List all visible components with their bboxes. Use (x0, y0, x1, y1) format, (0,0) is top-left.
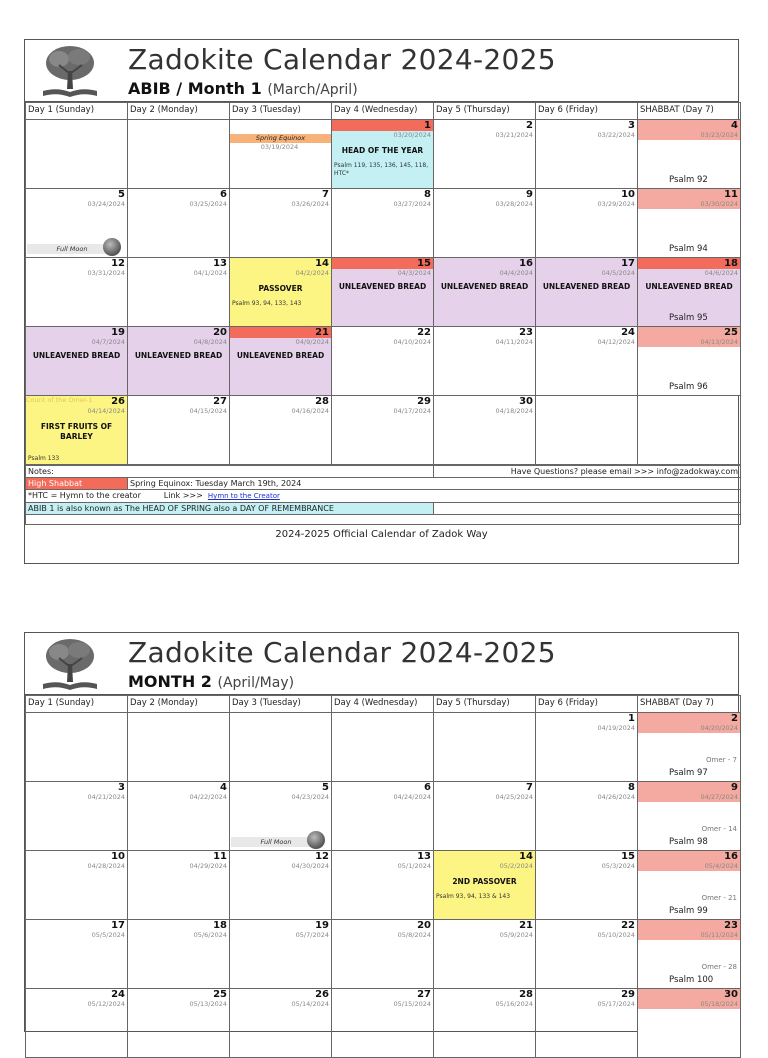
weekday-label: Day 3 (Tuesday) (230, 696, 332, 713)
day-cell (434, 396, 536, 465)
gregorian-date: 04/24/2024 (393, 793, 431, 801)
gregorian-date: 04/23/2024 (291, 793, 329, 801)
weekday-header-row (26, 103, 741, 120)
day-cell (128, 396, 230, 465)
day-cell (434, 258, 536, 327)
day-number: 8 (424, 189, 431, 200)
day-cell (230, 851, 332, 920)
day-cell (230, 327, 332, 396)
weekday-label: Day 6 (Friday) (536, 696, 638, 713)
gregorian-date: 04/10/2024 (393, 338, 431, 346)
day-number (230, 713, 331, 724)
week-row (26, 120, 741, 189)
day-cell (332, 258, 434, 327)
gregorian-date: 04/27/2024 (638, 793, 740, 802)
day-number (332, 713, 433, 724)
day-number (434, 713, 535, 724)
empty-day-cell (332, 713, 434, 782)
gregorian-date: 03/24/2024 (87, 200, 125, 208)
day-number: 25 (213, 989, 227, 1000)
day-cell (128, 327, 230, 396)
calendar-header (25, 633, 738, 695)
notes-label: Notes: (26, 466, 434, 478)
day-cell (536, 189, 638, 258)
empty-day-cell (128, 120, 230, 189)
event-label: UNLEAVENED BREAD (440, 282, 529, 291)
day-cell (434, 189, 536, 258)
full-moon-marker (231, 835, 331, 847)
day-cell (434, 120, 536, 189)
day-number: 12 (315, 851, 329, 862)
week-row (26, 189, 741, 258)
empty-day-cell (638, 396, 741, 465)
gregorian-date: 04/1/2024 (193, 269, 227, 277)
full-moon-label: Full Moon (231, 837, 321, 847)
gregorian-date: 05/16/2024 (495, 1000, 533, 1008)
day-number: 10 (111, 851, 125, 862)
week-row (26, 782, 741, 851)
day-cell (26, 989, 128, 1058)
day-cell (332, 327, 434, 396)
gregorian-date (332, 724, 433, 733)
day-cell (332, 920, 434, 989)
day-cell (638, 258, 741, 327)
gregorian-date: 03/19/2024 (260, 143, 299, 151)
day-number (230, 120, 331, 131)
psalm-reading: Psalm 93, 94, 133 & 143 (436, 893, 511, 900)
day-cell (26, 782, 128, 851)
day-cell (332, 851, 434, 920)
day-cell (128, 989, 230, 1058)
week-row (26, 851, 741, 920)
weekday-label: Day 4 (Wednesday) (332, 696, 434, 713)
calendar-header (25, 40, 738, 102)
calendar-grid (25, 695, 741, 1058)
day-number: 13 (213, 258, 227, 269)
gregorian-date: 04/2/2024 (295, 269, 329, 277)
day-number: 18 (638, 258, 740, 269)
day-cell (434, 327, 536, 396)
day-number (638, 396, 740, 407)
day-cell (230, 989, 332, 1058)
gregorian-date: 04/15/2024 (189, 407, 227, 415)
gregorian-date: 04/25/2024 (495, 793, 533, 801)
day-number: 24 (621, 327, 635, 338)
week-row (26, 989, 741, 1058)
day-number: 17 (621, 258, 635, 269)
empty-day-cell (26, 713, 128, 782)
gregorian-date: 05/18/2024 (638, 1000, 740, 1009)
day-number: 9 (526, 189, 533, 200)
weekday-label: Day 5 (Thursday) (434, 696, 536, 713)
gregorian-date: 04/7/2024 (91, 338, 125, 346)
day-cell (26, 920, 128, 989)
gregorian-date: 05/5/2024 (91, 931, 125, 939)
gregorian-date: 04/8/2024 (193, 338, 227, 346)
day-number: 16 (638, 851, 740, 862)
gregorian-date: 04/20/2024 (638, 724, 740, 733)
day-number: 14 (315, 258, 329, 269)
event-label: PASSOVER (258, 284, 303, 293)
empty-day-cell (128, 713, 230, 782)
day-cell (230, 782, 332, 851)
weekday-header-row (26, 696, 741, 713)
event-label: UNLEAVENED BREAD (134, 351, 223, 360)
day-number (26, 120, 127, 131)
shabbat-psalm: Psalm 92 (669, 175, 708, 185)
full-moon-marker (27, 242, 127, 254)
gregorian-date: 04/5/2024 (601, 269, 635, 277)
event-label: UNLEAVENED BREAD (542, 282, 631, 291)
day-cell (536, 258, 638, 327)
day-cell (638, 920, 741, 989)
day-cell (536, 782, 638, 851)
day-number: 29 (417, 396, 431, 407)
gregorian-date: 04/12/2024 (597, 338, 635, 346)
gregorian-date: 05/8/2024 (397, 931, 431, 939)
day-number: 28 (519, 989, 533, 1000)
day-number: 7 (526, 782, 533, 793)
day-cell (26, 258, 128, 327)
weekday-label: Day 1 (Sunday) (26, 696, 128, 713)
day-cell (536, 989, 638, 1058)
day-cell (638, 327, 741, 396)
gregorian-date: 05/7/2024 (295, 931, 329, 939)
gregorian-date: 05/15/2024 (393, 1000, 431, 1008)
weekday-label: Day 2 (Monday) (128, 103, 230, 120)
day-number: 27 (417, 989, 431, 1000)
shabbat-psalm: Psalm 96 (669, 382, 708, 392)
gregorian-date: 03/21/2024 (495, 131, 533, 139)
gregorian-date (536, 407, 637, 416)
day-cell (128, 920, 230, 989)
day-number: 11 (638, 189, 740, 200)
day-number: 20 (417, 920, 431, 931)
weekday-label: SHABBAT (Day 7) (638, 103, 741, 120)
week-row (26, 920, 741, 989)
day-number: 26 (111, 396, 125, 407)
day-number: 16 (519, 258, 533, 269)
day-number: 30 (519, 396, 533, 407)
gregorian-date: 05/4/2024 (638, 862, 740, 871)
day-number: 4 (220, 782, 227, 793)
day-number: 26 (315, 989, 329, 1000)
day-number: 18 (213, 920, 227, 931)
day-cell (128, 258, 230, 327)
day-cell (128, 782, 230, 851)
day-cell (26, 189, 128, 258)
gregorian-date: 04/17/2024 (393, 407, 431, 415)
calendar-footer: 2024-2025 Official Calendar of Zadok Way (275, 529, 488, 540)
day-number: 3 (118, 782, 125, 793)
gregorian-date: 03/31/2024 (87, 269, 125, 277)
calendar-title: Zadokite Calendar 2024-2025 (128, 636, 556, 669)
gregorian-date: 03/28/2024 (495, 200, 533, 208)
calendar-title: Zadokite Calendar 2024-2025 (128, 43, 556, 76)
day-number: 9 (638, 782, 740, 793)
day-cell (638, 851, 741, 920)
day-number: 28 (315, 396, 329, 407)
htc-note: *HTC = Hymn to the creator Link >>> Hymn to the Creator (26, 490, 741, 503)
full-moon-label: Full Moon (27, 244, 117, 254)
gregorian-date: 04/29/2024 (189, 862, 227, 870)
event-label: HEAD OF THE YEAR (341, 146, 424, 155)
gregorian-date: 05/17/2024 (597, 1000, 635, 1008)
day-number: 13 (417, 851, 431, 862)
shabbat-psalm: Psalm 99 (669, 906, 708, 916)
day-number: 3 (628, 120, 635, 131)
gregorian-date: 05/2/2024 (499, 862, 533, 870)
day-cell (230, 396, 332, 465)
gregorian-date (230, 724, 331, 733)
day-cell (128, 189, 230, 258)
gregorian-date: 05/6/2024 (193, 931, 227, 939)
gregorian-date: 04/26/2024 (597, 793, 635, 801)
day-cell (536, 713, 638, 782)
day-number: 30 (638, 989, 740, 1000)
full-moon-icon (103, 238, 121, 256)
day-cell (26, 327, 128, 396)
gregorian-date: 05/10/2024 (597, 931, 635, 939)
day-number: 24 (111, 989, 125, 1000)
gregorian-date: 05/1/2024 (397, 862, 431, 870)
day-cell (638, 120, 741, 189)
gregorian-date: 03/30/2024 (638, 200, 740, 209)
omer-count: Omer - 14 (701, 825, 737, 833)
empty-day-cell (230, 120, 332, 189)
gregorian-date: 04/6/2024 (704, 269, 738, 277)
empty-day-cell (434, 713, 536, 782)
week-row (26, 327, 741, 396)
week-row (26, 396, 741, 465)
empty-day-cell (230, 713, 332, 782)
weekday-label: SHABBAT (Day 7) (638, 696, 741, 713)
day-number: 12 (111, 258, 125, 269)
gregorian-date: 05/9/2024 (499, 931, 533, 939)
day-cell (332, 989, 434, 1058)
day-number: 22 (417, 327, 431, 338)
event-label: UNLEAVENED BREAD (645, 282, 733, 291)
day-cell (332, 782, 434, 851)
day-cell (638, 782, 741, 851)
gregorian-date (128, 724, 229, 733)
gregorian-date: 03/27/2024 (393, 200, 431, 208)
day-cell (434, 920, 536, 989)
gregorian-date: 03/20/2024 (393, 131, 431, 139)
day-number: 5 (322, 782, 329, 793)
weekday-label: Day 2 (Monday) (128, 696, 230, 713)
gregorian-date: 04/19/2024 (597, 724, 635, 732)
weekday-label: Day 5 (Thursday) (434, 103, 536, 120)
day-number: 15 (332, 258, 433, 269)
weekday-label: Day 6 (Friday) (536, 103, 638, 120)
day-number: 6 (220, 189, 227, 200)
gregorian-date: 04/9/2024 (295, 338, 329, 346)
gregorian-date: 04/4/2024 (499, 269, 533, 277)
omer-count: Omer - 21 (701, 894, 737, 902)
abib-note: ABIB 1 is also known as The HEAD OF SPRING also a DAY OF REMEMBRANCE (26, 503, 434, 515)
day-number: 7 (322, 189, 329, 200)
month-title: MONTH 2 (April/May) (128, 672, 295, 691)
day-number: 20 (213, 327, 227, 338)
day-cell (128, 851, 230, 920)
gregorian-date: 04/11/2024 (495, 338, 533, 346)
day-number: 22 (621, 920, 635, 931)
day-cell (26, 396, 128, 465)
empty-day-cell (26, 120, 128, 189)
gregorian-date: 03/26/2024 (291, 200, 329, 208)
month-title: ABIB / Month 1 (March/April) (128, 79, 358, 98)
day-number: 10 (621, 189, 635, 200)
gregorian-date: 04/14/2024 (87, 407, 125, 415)
gregorian-date: 04/21/2024 (87, 793, 125, 801)
equinox-label: Spring Equinox (230, 134, 331, 143)
day-cell (638, 713, 741, 782)
event-label: UNLEAVENED BREAD (236, 351, 325, 360)
day-number: 27 (213, 396, 227, 407)
day-cell (638, 989, 741, 1058)
weekday-label: Day 4 (Wednesday) (332, 103, 434, 120)
calendar-grid (25, 102, 741, 465)
day-number: 2 (638, 713, 740, 724)
day-number: 5 (118, 189, 125, 200)
high-shabbat-legend: High Shabbat (26, 478, 128, 490)
day-number: 14 (519, 851, 533, 862)
gregorian-date: 05/11/2024 (638, 931, 740, 940)
gregorian-date: 04/18/2024 (495, 407, 533, 415)
calendar-month-2 (24, 632, 739, 1032)
gregorian-date (26, 131, 127, 140)
gregorian-date: 05/12/2024 (87, 1000, 125, 1008)
empty-day-cell (536, 396, 638, 465)
day-cell (332, 396, 434, 465)
day-cell (536, 851, 638, 920)
week-row (26, 258, 741, 327)
gregorian-date: 05/13/2024 (189, 1000, 227, 1008)
gregorian-date: 03/29/2024 (597, 200, 635, 208)
gregorian-date: 04/3/2024 (397, 269, 431, 277)
day-number: 8 (628, 782, 635, 793)
day-cell (536, 920, 638, 989)
day-number: 23 (638, 920, 740, 931)
gregorian-date: 05/14/2024 (291, 1000, 329, 1008)
gregorian-date: 04/30/2024 (291, 862, 329, 870)
weekday-label: Day 1 (Sunday) (26, 103, 128, 120)
day-number: 11 (213, 851, 227, 862)
day-number (128, 120, 229, 131)
shabbat-psalm: Psalm 97 (669, 768, 708, 778)
day-number: 23 (519, 327, 533, 338)
notes-table (25, 465, 741, 525)
day-number (536, 396, 637, 407)
event-label: FIRST FRUITS OF BARLEY (40, 422, 113, 441)
day-cell (332, 189, 434, 258)
tree-logo-icon (39, 43, 101, 101)
event-label: UNLEAVENED BREAD (338, 282, 427, 291)
gregorian-date (434, 724, 535, 733)
day-number: 15 (621, 851, 635, 862)
weekday-label: Day 3 (Tuesday) (230, 103, 332, 120)
gregorian-date (128, 131, 229, 140)
day-number: 4 (638, 120, 740, 131)
gregorian-date: 03/22/2024 (597, 131, 635, 139)
day-cell (434, 782, 536, 851)
day-number: 2 (526, 120, 533, 131)
day-cell (434, 989, 536, 1058)
day-number: 21 (230, 327, 331, 338)
day-number: 19 (111, 327, 125, 338)
day-number (26, 713, 127, 724)
day-cell (536, 120, 638, 189)
day-number (128, 713, 229, 724)
event-label: 2ND PASSOVER (452, 877, 517, 886)
equinox-note: Spring Equinox: Tuesday March 19th, 2024 (128, 478, 741, 490)
hymn-link[interactable]: Hymn to the Creator (207, 492, 280, 500)
day-cell (332, 120, 434, 189)
gregorian-date: 04/16/2024 (291, 407, 329, 415)
event-label: UNLEAVENED BREAD (32, 351, 121, 360)
gregorian-date: 04/13/2024 (638, 338, 740, 347)
psalm-reading: Psalm 93, 94, 133, 143 (232, 300, 302, 307)
day-number: 19 (315, 920, 329, 931)
gregorian-date (638, 407, 740, 416)
shabbat-psalm: Psalm 100 (669, 975, 714, 985)
psalm-reading: Psalm 119, 135, 136, 145, 118, HTC* (334, 162, 429, 177)
day-cell (638, 189, 741, 258)
omer-count: Omer - 28 (701, 963, 737, 971)
day-cell (230, 189, 332, 258)
shabbat-psalm: Psalm 95 (669, 313, 708, 323)
day-number: 1 (628, 713, 635, 724)
tree-logo-icon (39, 636, 101, 694)
day-number: 6 (424, 782, 431, 793)
day-cell (434, 851, 536, 920)
day-number: 29 (621, 989, 635, 1000)
full-moon-icon (307, 831, 325, 849)
day-number: 25 (638, 327, 740, 338)
day-number: 17 (111, 920, 125, 931)
day-number: 21 (519, 920, 533, 931)
gregorian-date: 03/25/2024 (189, 200, 227, 208)
day-number: 1 (332, 120, 433, 131)
day-cell (536, 327, 638, 396)
omer-count: Omer - 7 (706, 756, 737, 764)
gregorian-date: 03/23/2024 (638, 131, 740, 140)
shabbat-psalm: Psalm 98 (669, 837, 708, 847)
gregorian-date: 05/3/2024 (601, 862, 635, 870)
omer-count-label: Count of the Omer-1 (26, 396, 93, 404)
day-cell (26, 851, 128, 920)
gregorian-date: 04/22/2024 (189, 793, 227, 801)
day-cell (230, 920, 332, 989)
gregorian-date (26, 724, 127, 733)
gregorian-date: 04/28/2024 (87, 862, 125, 870)
day-cell (230, 258, 332, 327)
contact-note: Have Questions? please email >>> info@zadokway.com (434, 466, 741, 478)
week-row (26, 713, 741, 782)
calendar-month-1 (24, 39, 739, 564)
psalm-reading: Psalm 133 (28, 455, 60, 462)
shabbat-psalm: Psalm 94 (669, 244, 708, 254)
